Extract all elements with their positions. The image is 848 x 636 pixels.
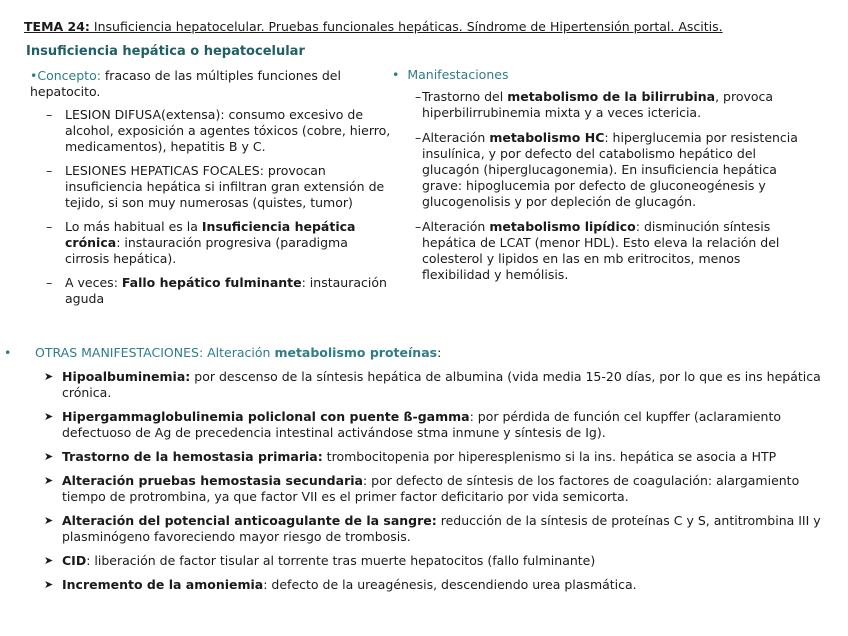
otras-section [0,345,848,601]
item-bold: Incremento de la amoniemia [62,577,264,592]
item-bold: metabolismo HC [489,130,605,145]
title-label: TEMA 24: [24,19,90,34]
right-column [392,67,812,292]
concept-bullet-icon: • [30,68,38,83]
dash-marker: – [46,163,53,178]
otras-list-item [0,449,848,465]
arrow-bullet-icon: ➤ [44,450,54,463]
item-text: LESION DIFUSA(extensa): consumo excesivo de alcohol, exposición a agentes tóxicos (cobre, hierro, medicamentos), hepatitis B y C. [65,107,391,154]
otras-list-item [0,369,848,401]
otras-list [0,369,848,593]
dash-marker: – [46,219,53,234]
otras-list-item [0,553,848,569]
item-text: Alteración [422,130,490,145]
manifestacion-item [392,130,812,210]
arrow-bullet-icon: ➤ [44,370,54,383]
otras-list-item [0,473,848,505]
item-text-post: : hiperglucemia por resistencia insulínica, y por defecto del catabolismo hepático del glucagón (hiperglucagonemia). En insuficiencia hepática grave: hipoglucemia por defecto de gluconeogénesis y glucogenolisis y por depleción de glucagón. [422,130,798,209]
dash-marker: – [415,219,422,234]
otras-heading-post: : [437,345,442,360]
item-bold: metabolismo lipídico [489,219,636,234]
item-text: reducción de la síntesis de proteínas C y S, antitrombina III y plasminógeno favoreciendo mayor riesgo de trombosis. [62,513,821,544]
item-text: : por pérdida de función cel kupffer (aclaramiento defectuoso de Ag de precedencia intestinal activándose stma inmune y síntesis de Ig). [62,409,782,440]
item-text: LESIONES HEPATICAS FOCALES: provocan insuficiencia hepática si infiltran gran extensión de tejido, si son muy numerosas (quistes, tumor) [65,163,385,210]
item-bold: Insuficiencia hepática crónica [65,219,356,250]
item-bold: Alteración pruebas hemostasia secundaria [62,473,363,488]
item-text: Trastorno del [422,89,508,104]
left-list-item [30,107,395,155]
manif-bullet-icon: • [392,67,408,82]
item-bold: Hipoalbuminemia: [62,369,191,384]
otras-heading-pre: OTRAS MANIFESTACIONES: Alteración [35,345,275,360]
item-text: : liberación de factor tisular al torrente tras muerte hepatocitos (fallo fulminante) [86,553,596,568]
left-list [30,107,395,307]
left-list-item [30,219,395,267]
item-text-post: : instauración progresiva (paradigma cirrosis hepática). [65,235,348,266]
otras-list-item [0,513,848,545]
item-text-post: , provoca hiperbilirrubinemia mixta y a veces ictericia. [422,89,774,120]
arrow-bullet-icon: ➤ [44,410,54,423]
item-bold: CID [62,553,87,568]
arrow-bullet-icon: ➤ [44,578,54,591]
manifestacion-item [392,219,812,283]
item-text: A veces: [65,275,122,290]
arrow-bullet-icon: ➤ [44,474,54,487]
dash-marker: – [46,107,53,122]
manifestacion-item [392,89,812,121]
left-list-item [30,275,395,307]
item-bold: Fallo hepático fulminante [121,275,302,290]
section-subtitle: Insuficiencia hepática o hepatocelular [26,44,305,59]
manif-heading-text: Manifestaciones [407,67,509,82]
item-text: Lo más habitual es la [65,219,202,234]
title-text: Insuficiencia hepatocelular. Pruebas funcionales hepáticas. Síndrome de Hipertensión portal. Ascitis. [89,19,723,34]
item-text: : por defecto de síntesis de los factores de coagulación: alargamiento tiempo de protrombina, ya que factor VII es el primer factor deficitario por vida semicorta. [62,473,800,504]
dash-marker: – [415,130,422,145]
left-list-item [30,163,395,211]
otras-list-item [0,409,848,441]
otras-list-item [0,577,848,593]
item-text-post: : instauración aguda [65,275,387,306]
dash-marker: – [46,275,53,290]
concept-text: fracaso de las múltiples funciones del hepatocito. [30,68,341,99]
otras-heading [0,345,848,361]
item-text: Alteración [422,219,490,234]
arrow-bullet-icon: ➤ [44,514,54,527]
item-bold: Trastorno de la hemostasia primaria: [62,449,323,464]
manifestaciones-heading [392,67,812,83]
otras-heading-bold: metabolismo proteínas [274,345,438,360]
item-bold: Alteración del potencial anticoagulante de la sangre: [62,513,437,528]
concept-label: Concepto: [37,68,101,83]
left-column [30,68,395,315]
item-text: por descenso de la síntesis hepática de albumina (vida media 15-20 días, por lo que es ins hepática crónica. [62,369,821,400]
arrow-bullet-icon: ➤ [44,554,54,567]
item-text-post: : disminución síntesis hepática de LCAT (menor HDL). Esto eleva la relación del colesterol y lipidos en las en mb eritrocitos, menos flexibilidad y hemólisis. [422,219,780,282]
item-bold: Hipergammaglobulinemia policlonal con puente ß-gamma [62,409,470,424]
right-list [392,89,812,283]
item-text: trombocitopenia por hiperesplenismo si la ins. hepática se asocia a HTP [322,449,777,464]
otras-bullet-icon: • [4,345,12,360]
concept-paragraph [30,68,395,100]
item-text: : defecto de la ureagénesis, descendiendo urea plasmática. [263,577,637,592]
dash-marker: – [415,89,422,104]
item-bold: metabolismo de la bilirrubina [507,89,716,104]
page-title [24,19,723,34]
